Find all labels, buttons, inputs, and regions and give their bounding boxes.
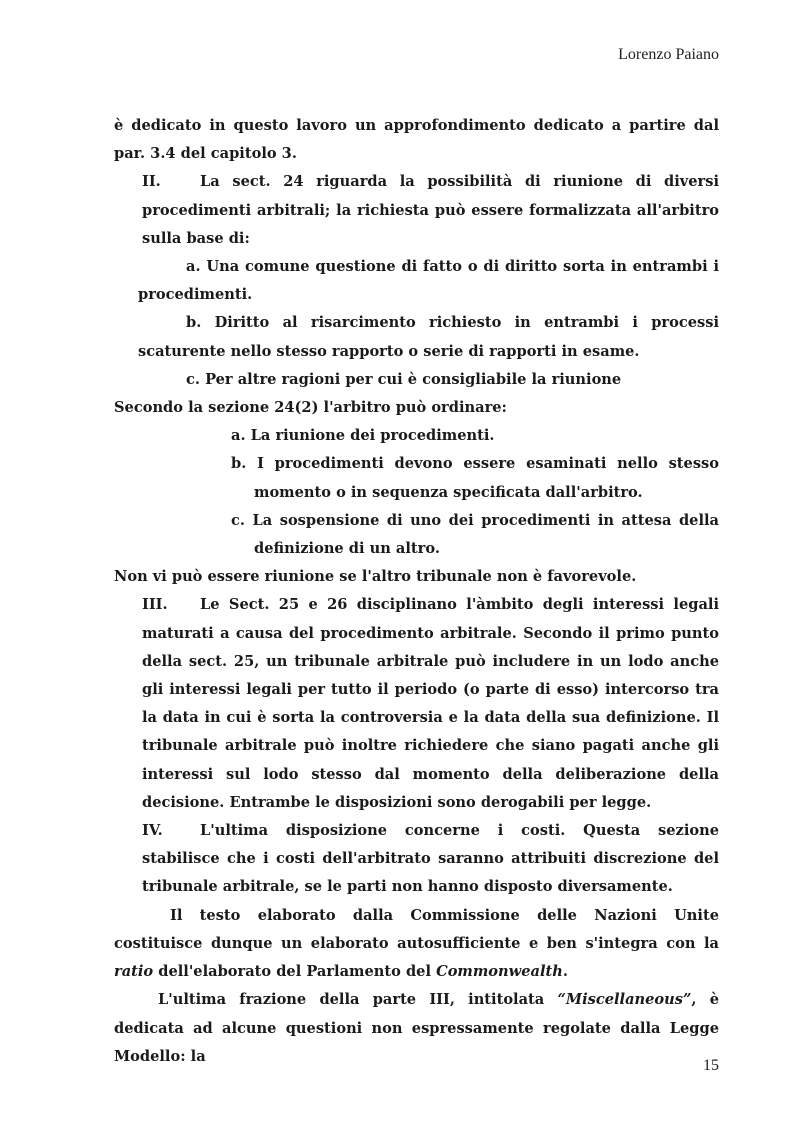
list-item-text: La riunione dei procedimenti. xyxy=(250,427,495,445)
list-item xyxy=(138,366,719,394)
roman-numeral: II. xyxy=(142,173,161,191)
paragraph-no-merger: Non vi può essere riunione se l'altro tribunale non è favorevole. xyxy=(114,568,637,586)
list-letter: c. xyxy=(186,370,200,388)
list-item-text: I procedimenti devono essere esaminati nello stesso momento o in sequenza specificata dall'arbitro. xyxy=(254,455,720,501)
list-item-text: Diritto al risarcimento richiesto in entrambi i processi scaturente nello stesso rapporto o serie di rapporti in esame. xyxy=(138,314,719,360)
list-letter: a. xyxy=(186,258,201,276)
list-item-text: Una comune questione di fatto o di diritto sorta in entrambi i procedimenti. xyxy=(138,258,719,304)
text-run: . xyxy=(562,963,568,981)
list-item xyxy=(231,507,719,563)
list-letter: a. xyxy=(231,427,246,445)
list-item xyxy=(231,450,719,506)
list-item xyxy=(138,253,719,309)
text-run: L'ultima frazione della parte III, intitolata xyxy=(158,991,558,1009)
paragraph-text: Le Sect. 25 e 26 disciplinano l'àmbito degli interessi legali maturati a causa del procedimento arbitrale. Secondo il primo punto della sect. 25, un tribunale arbitrale può includere in un lodo anche gli interessi legali per tutto il periodo (o parte di esso) intercorso tra la data in cui è sorta la controversia e la data della sua definizione. Il tribunale arbitrale può inoltre richiedere che siano pagati anche gli interessi sul lodo stesso dal momento della deliberazione della decisione. Entrambe le disposizioni sono derogabili per legge. xyxy=(142,596,719,811)
list-item-text: La sospensione di uno dei procedimenti in attesa della definizione di un altro. xyxy=(252,511,719,558)
list-item-text: Per altre ragioni per cui è consigliabile la riunione xyxy=(205,370,622,388)
roman-numeral: III. xyxy=(142,596,168,614)
paragraph-text: L'ultima disposizione concerne i costi. Questa sezione stabilisce che i costi dell'arbitrato saranno attribuiti discrezione del tribunale arbitrale, se le parti non hanno disposto diversamente. xyxy=(142,822,719,896)
list-letter: c. xyxy=(231,511,245,529)
ratio-term: ratio xyxy=(114,963,154,981)
miscellaneous-term: “Miscellaneous” xyxy=(557,991,692,1009)
paragraph-continuation: è dedicato in questo lavoro un approfondimento dedicato a partire dal par. 3.4 del capitolo 3. xyxy=(114,117,719,163)
paragraph-section-iii xyxy=(114,591,719,817)
text-run: dell'elaborato del Parlamento del xyxy=(153,963,437,981)
paragraph-section-24-2: Secondo la sezione 24(2) l'arbitro può ordinare: xyxy=(114,399,507,417)
page-number: 15 xyxy=(703,1057,719,1074)
list-letter: b. xyxy=(186,314,202,332)
text-run: Il testo elaborato dalla Commissione delle Nazioni Unite costituisce dunque un elaborato autosufficiente e ben s'integra con la xyxy=(114,906,719,952)
paragraph-section-iv xyxy=(114,817,719,902)
roman-numeral: IV. xyxy=(142,822,163,840)
text-run: , è dedicata ad alcune questioni non espressamente regolate dalla Legge Modello: la xyxy=(114,991,720,1065)
paragraph-miscellaneous xyxy=(114,986,719,1071)
list-item xyxy=(231,422,719,450)
page-body xyxy=(114,112,719,1071)
paragraph-text: La sect. 24 riguarda la possibilità di riunione di diversi procedimenti arbitrali; la richiesta può essere formalizzata all'arbitro sulla base di: xyxy=(142,173,719,247)
paragraph-commission xyxy=(114,902,719,987)
paragraph-section-ii xyxy=(114,168,719,253)
running-header-author: Lorenzo Paiano xyxy=(618,46,719,63)
list-letter: b. xyxy=(231,455,247,473)
commonwealth-term: Commonwealth xyxy=(436,963,563,981)
list-item xyxy=(138,309,719,365)
